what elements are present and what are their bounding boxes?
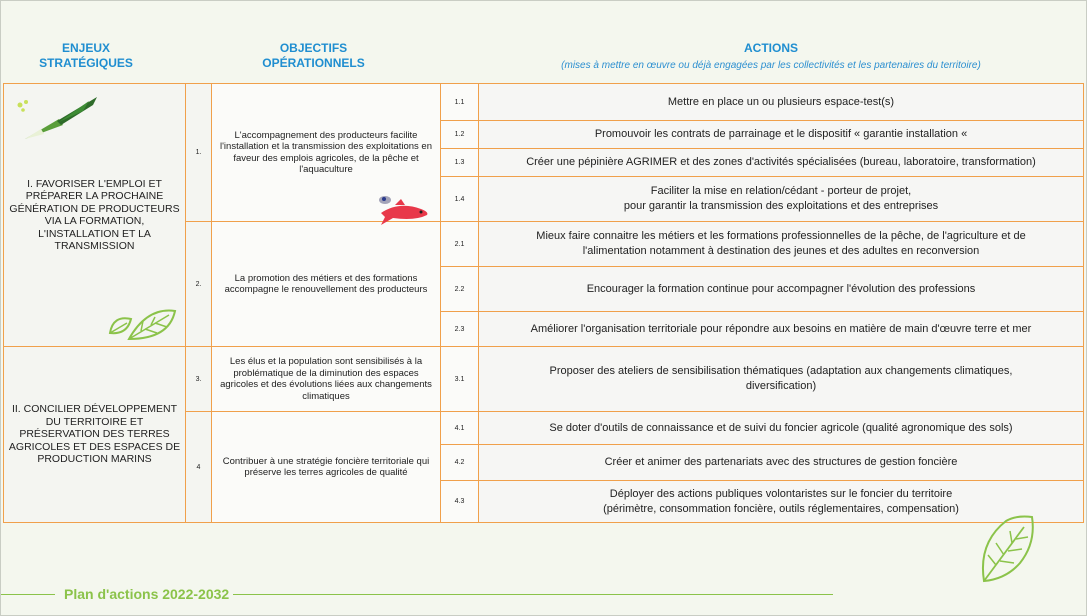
action-cell (479, 177, 1084, 222)
action-cell (479, 84, 1084, 121)
header-issues: ENJEUX STRATÉGIQUES (39, 41, 133, 70)
action-text-line2: diversification) (745, 380, 817, 392)
action-code: 2.2 (441, 267, 479, 312)
footer-line-right (233, 594, 833, 595)
action-text: Se doter d'outils de connaissance et de suivi du foncier agricole (qualité agronomique des sols) (549, 421, 1013, 434)
action-text: Mettre en place un ou plusieurs espace-test(s) (667, 95, 895, 108)
action-cell (479, 412, 1084, 445)
action-text: Encourager la formation continue pour accompagner l'évolution des professions (586, 282, 976, 295)
action-cell (479, 121, 1084, 149)
objective-number: 2. (186, 222, 212, 347)
footer-title: Plan d'actions 2022-2032 (64, 586, 230, 602)
action-text-line2: (périmètre, consommation foncière, outils réglementaires, compensation) (603, 502, 959, 515)
action-text: Améliorer l'organisation territoriale pour répondre aux besoins en matière de main d'œuvre terre et mer (530, 322, 1032, 335)
action-text: Proposer des ateliers de sensibilisation thématiques (adaptation aux changements climatiques, (549, 365, 1013, 377)
objective-number: 3. (186, 347, 212, 412)
action-text: Créer une pépinière AGRIMER et des zones d'activités spécialisées (bureau, laboratoire, transformation) (526, 156, 1036, 168)
action-code: 2.3 (441, 312, 479, 347)
objective-cell: Contribuer à une stratégie foncière territoriale qui préserve les terres agricoles de qualité (212, 412, 441, 523)
action-code: 2.1 (441, 222, 479, 267)
objective-cell: Les élus et la population sont sensibilisés à la problématique de la diminution des espaces agricoles et des évolutions liées aux changements climatiques (212, 347, 441, 412)
action-code: 1.2 (441, 121, 479, 149)
action-code: 4.1 (441, 412, 479, 445)
issue-cell: I. FAVORISER L'EMPLOI ET PRÉPARER LA PROCHAINE GÉNÉRATION DE PRODUCTEURS VIA LA FORMATION, L'INSTALLATION ET LA TRANSMISSION (4, 84, 186, 347)
action-text-line2: l'alimentation notamment à destination des jeunes et des adultes en reconversion (582, 245, 980, 257)
action-code: 3.1 (441, 347, 479, 412)
action-cell (479, 267, 1084, 312)
action-text-line2: pour garantir la transmission des exploitations et des entreprises (623, 200, 939, 212)
action-cell (479, 149, 1084, 177)
objective-cell: La promotion des métiers et des formations accompagne le renouvellement des producteurs (212, 222, 441, 347)
objective-cell: L'accompagnement des producteurs facilite l'installation et la transmission des exploitations en faveur des emplois agricoles, de la pêche et l'aquaculture (212, 84, 441, 222)
action-text: Promouvoir les contrats de parrainage et le dispositif « garantie installation « (594, 128, 968, 140)
action-cell (479, 445, 1084, 481)
objective-number: 1. (186, 84, 212, 222)
header-actions-subtitle: (mises à mettre en œuvre ou déjà engagées par les collectivités et les partenaires du territoire) (561, 60, 981, 71)
leek-icon (11, 95, 103, 145)
action-code: 1.3 (441, 149, 479, 177)
action-cell (479, 347, 1084, 412)
action-code: 4.2 (441, 445, 479, 481)
leaf-icon (107, 305, 177, 345)
header-actions (471, 41, 1071, 73)
objective-number: 4 (186, 412, 212, 523)
fish-icon (371, 191, 431, 231)
table-row (4, 84, 1084, 121)
issue-cell: II. CONCILIER DÉVELOPPEMENT DU TERRITOIRE ET PRÉSERVATION DES TERRES AGRICOLES ET DES ESPACES DE PRODUCTION MARINS (4, 347, 186, 523)
action-text: Créer et animer des partenariats avec des structures de gestion foncière (604, 456, 958, 468)
action-cell (479, 222, 1084, 267)
action-text: Mieux faire connaitre les métiers et les formations professionnelles de la pêche, de l'agriculture et de (536, 230, 1026, 242)
header-actions-title: ACTIONS (744, 41, 798, 55)
header-objectives: OBJECTIFS OPÉRATIONNELS (262, 41, 365, 70)
footer-line-left (1, 594, 55, 595)
action-text: Déployer des actions publiques volontaristes sur le foncier du territoire (609, 487, 953, 500)
action-code: 1.1 (441, 84, 479, 121)
action-text: Faciliter la mise en relation/cédant - porteur de projet, (650, 185, 912, 197)
action-code: 4.3 (441, 481, 479, 523)
action-code: 1.4 (441, 177, 479, 222)
leaf-icon (976, 513, 1036, 585)
action-plan-table (3, 83, 1084, 523)
table-row (4, 347, 1084, 412)
action-cell (479, 312, 1084, 347)
